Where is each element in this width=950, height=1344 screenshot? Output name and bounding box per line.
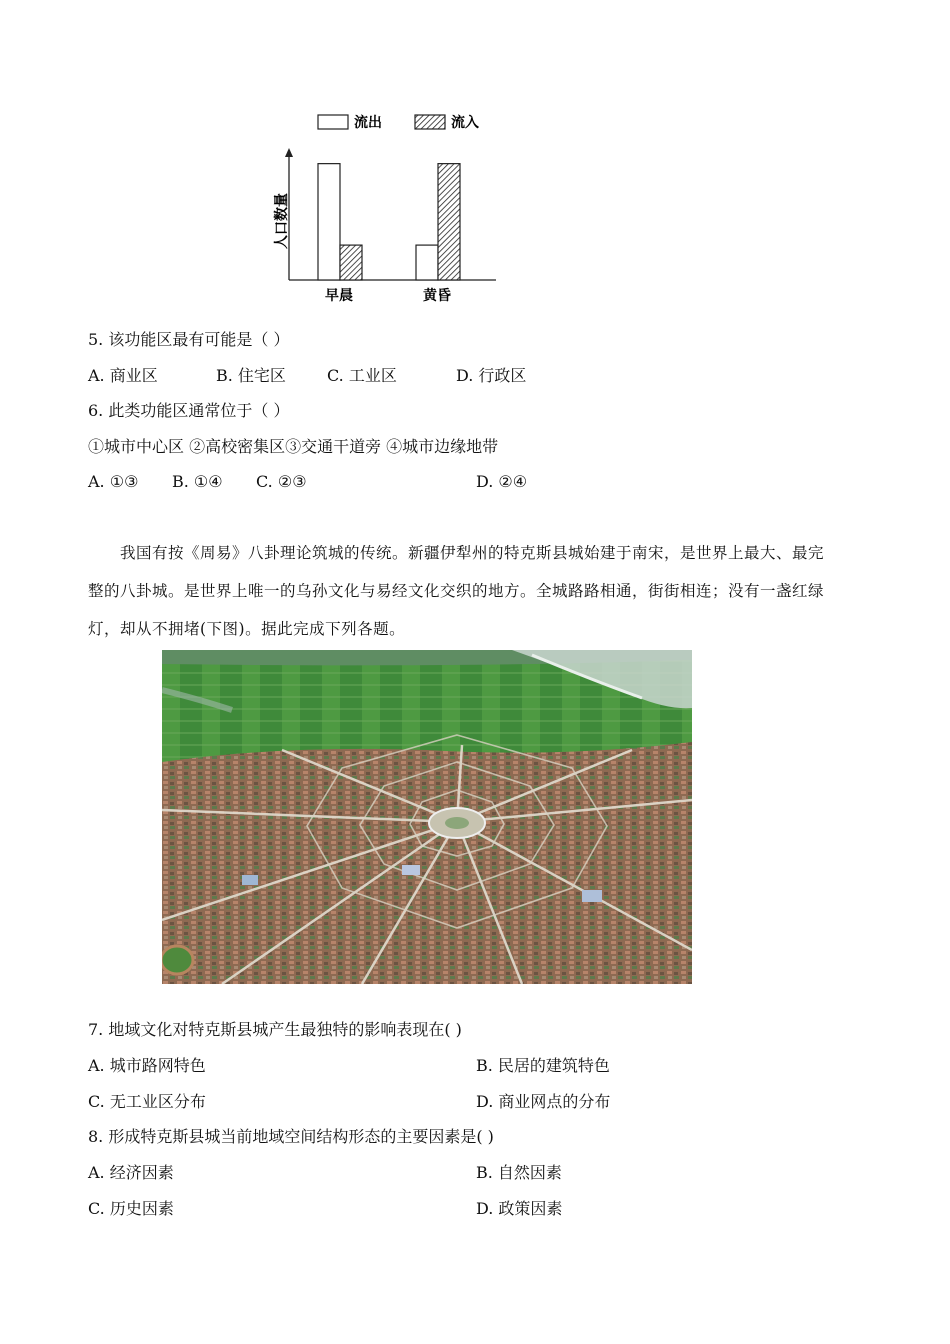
q6-option-d[interactable]: D. ②④	[476, 472, 528, 491]
bar-inflow-evening	[438, 164, 460, 280]
q7-option-a[interactable]: A. 城市路网特色	[88, 1056, 206, 1075]
legend-outflow-label: 流出	[354, 115, 382, 131]
y-axis-arrow	[285, 148, 293, 157]
q5-option-a[interactable]: A. 商业区	[88, 366, 158, 385]
q7-option-c[interactable]: C. 无工业区分布	[88, 1092, 206, 1111]
legend-inflow-swatch	[415, 115, 445, 129]
q8-option-d[interactable]: D. 政策因素	[476, 1199, 563, 1218]
q8-stem: 8. 形成特克斯县城当前地域空间结构形态的主要因素是( )	[88, 1127, 494, 1146]
legend-outflow-swatch	[318, 115, 348, 129]
q5-option-c[interactable]: C. 工业区	[327, 366, 397, 385]
q8-option-b[interactable]: B. 自然因素	[476, 1163, 562, 1182]
q7-stem: 7. 地域文化对特克斯县城产生最独特的影响表现在( )	[88, 1020, 462, 1039]
q5-option-b[interactable]: B. 住宅区	[216, 366, 286, 385]
q6-option-c[interactable]: C. ②③	[256, 472, 307, 491]
bar-inflow-morning	[340, 245, 362, 280]
category-label-evening: 黄昏	[423, 288, 451, 304]
q6-option-a[interactable]: A. ①③	[88, 472, 139, 491]
q7-option-b[interactable]: B. 民居的建筑特色	[476, 1056, 610, 1075]
q8-option-a[interactable]: A. 经济因素	[88, 1163, 174, 1182]
passage-line-1: 我国有按《周易》八卦理论筑城的传统。新疆伊犁州的特克斯县城始建于南宋，是世界上最大、最完	[120, 544, 825, 562]
q6-statements: ①城市中心区 ②高校密集区③交通干道旁 ④城市边缘地带	[88, 437, 499, 456]
q8-option-c[interactable]: C. 历史因素	[88, 1199, 174, 1218]
bar-outflow-morning	[318, 164, 340, 280]
category-label-morning: 早晨	[325, 288, 353, 304]
q6-stem: 6. 此类功能区通常位于（ ）	[88, 401, 290, 420]
passage-line-3: 灯，却从不拥堵(下图)。据此完成下列各题。	[88, 620, 406, 638]
bar-outflow-evening	[416, 245, 438, 280]
passage-line-2: 整的八卦城。是世界上唯一的乌孙文化与易经文化交织的地方。全城路路相通，街街相连；没有一盏红绿	[88, 582, 825, 600]
q7-option-d[interactable]: D. 商业网点的分布	[476, 1092, 611, 1111]
tekes-bagua-city-aerial-photo	[162, 650, 692, 984]
population-flow-chart	[270, 104, 510, 304]
q5-option-d[interactable]: D. 行政区	[456, 366, 527, 385]
q5-stem: 5. 该功能区最有可能是（ ）	[88, 330, 290, 349]
legend-inflow-label: 流入	[451, 115, 479, 131]
y-axis-label: 人口数量	[274, 193, 290, 249]
q6-option-b[interactable]: B. ①④	[172, 472, 223, 491]
